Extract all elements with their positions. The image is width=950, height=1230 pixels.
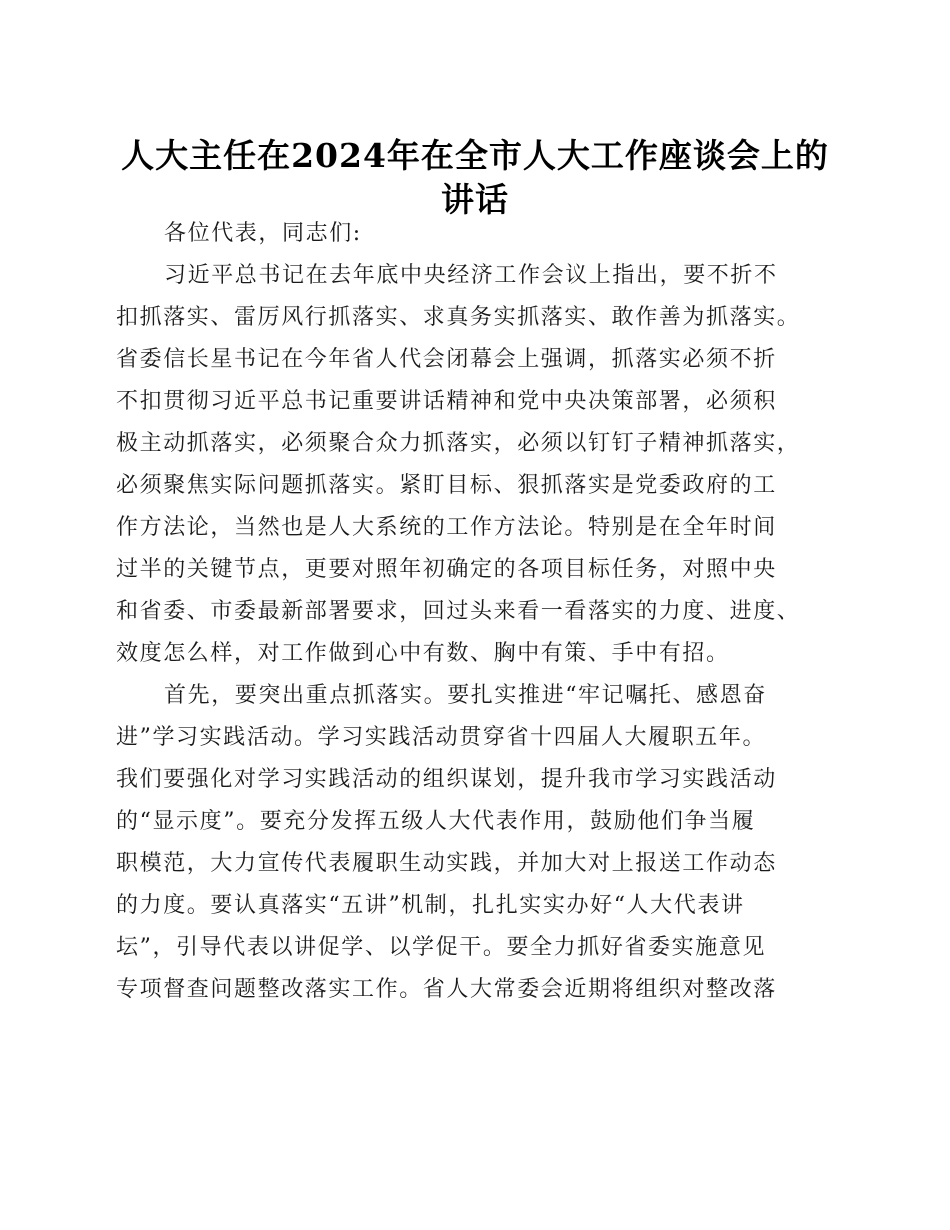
paragraph-line: 首先，要突出重点抓落实。要扎实推进“牢记嘱托、感恩奋 — [164, 683, 767, 708]
paragraph-line: 的“显示度”。要充分发挥五级人大代表作用，鼓励他们争当履 — [116, 809, 756, 834]
paragraph-line: 省委信长星书记在今年省人代会闭幕会上强调，抓落实必须不折 — [116, 347, 777, 372]
paragraph-line: 进”学习实践活动。学习实践活动贯穿省十四届人大履职五年。 — [116, 725, 767, 750]
document-title — [110, 134, 840, 222]
paragraph-line: 我们要强化对学习实践活动的组织谋划，提升我市学习实践活动 — [116, 767, 777, 792]
paragraph-line: 和省委、市委最新部署要求，回过头来看一看落实的力度、进度、 — [116, 599, 801, 624]
paragraph-line: 专项督查问题整改落实工作。省人大常委会近期将组织对整改落 — [116, 977, 777, 1002]
paragraph-line: 扣抓落实、雷厉风行抓落实、求真务实抓落实、敢作善为抓落实。 — [116, 305, 801, 330]
paragraph-line: 的力度。要认真落实“五讲”机制，扎扎实实办好“人大代表讲 — [116, 893, 745, 918]
paragraph-line: 习近平总书记在去年底中央经济工作会议上指出，要不折不 — [164, 263, 778, 288]
title-line: 人大主任在2024年在全市人大工作座谈会上的 — [121, 136, 829, 175]
paragraph-line: 不扣贯彻习近平总书记重要讲话精神和党中央决策部署，必须积 — [116, 389, 777, 414]
paragraph-line: 极主动抓落实，必须聚合众力抓落实，必须以钉钉子精神抓落实， — [116, 431, 801, 456]
paragraph-line: 作方法论，当然也是人大系统的工作方法论。特别是在全年时间 — [116, 515, 777, 540]
title-line: 讲话 — [441, 180, 509, 219]
paragraph-line: 坛”，引导代表以讲促学、以学促干。要全力抓好省委实施意见 — [116, 935, 767, 960]
paragraph-line: 职模范，大力宣传代表履职生动实践，并加大对上报送工作动态 — [116, 851, 777, 876]
document-body — [116, 213, 836, 1011]
paragraph-line: 效度怎么样，对工作做到心中有数、胸中有策、手中有招。 — [116, 641, 730, 666]
salutation-line: 各位代表，同志们: — [164, 221, 362, 246]
paragraph-line: 必须聚焦实际问题抓落实。紧盯目标、狠抓落实是党委政府的工 — [116, 473, 777, 498]
paragraph-line: 过半的关键节点，更要对照年初确定的各项目标任务，对照中央 — [116, 557, 777, 582]
